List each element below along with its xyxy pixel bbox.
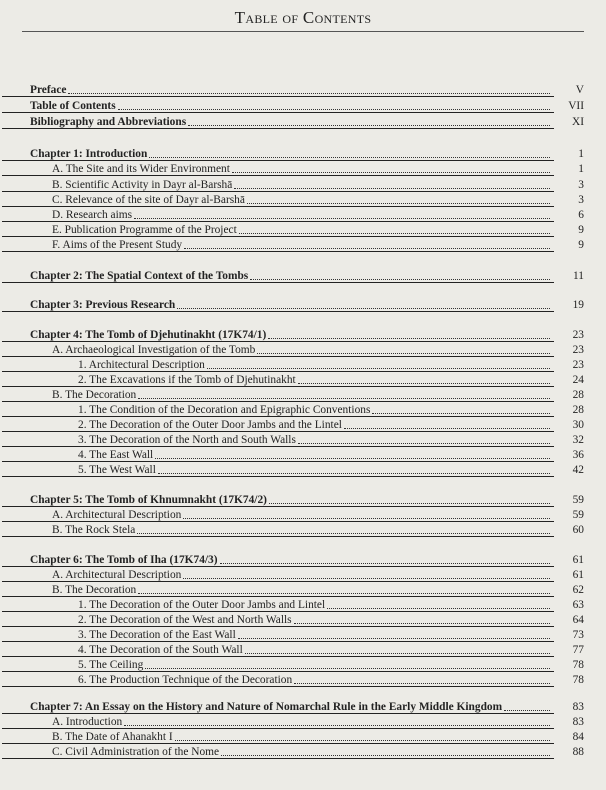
toc-entry [30,342,584,357]
toc-entry [30,432,584,447]
toc-entry-page: 3 [578,194,584,206]
toc-entry-title: Bibliography and Abbreviations [30,116,187,128]
dot-leader [232,172,550,173]
toc-entry-page: XI [571,116,584,128]
toc-entry [30,192,584,207]
toc-entry-page: 62 [572,584,584,596]
entry-rule [2,536,554,537]
toc-entry-title: C. Civil Administration of the Nome [52,746,220,758]
dot-leader [188,125,550,126]
toc-entry-page: 3 [578,179,584,191]
toc-entry [30,612,584,627]
entry-rule [2,128,554,129]
toc-entry-page: 88 [572,746,584,758]
toc-entry-page: 59 [572,509,584,521]
dot-leader [245,653,550,654]
toc-entry [30,387,584,402]
toc-entry [30,447,584,462]
header-rule [22,31,584,32]
toc-entry-title: Table of Contents [30,100,116,112]
toc-entry-title: Chapter 2: The Spatial Context of the Tombs [30,270,249,282]
toc-entry-page: 28 [572,389,584,401]
toc-entry [30,657,584,672]
entry-rule [2,175,554,176]
toc-entry-title: 3. The Decoration of the East Wall [78,629,236,641]
toc-entry-title: 6. The Production Technique of the Decoration [78,674,293,686]
toc-entry [30,507,584,522]
toc-entry-page: 1 [578,148,584,160]
toc-entry-page: V [575,84,584,96]
dot-leader [137,533,550,534]
toc-entry-page: 6 [578,209,584,221]
toc-entry-page: 63 [572,599,584,611]
dot-leader [155,458,550,459]
toc-entry [30,372,584,387]
dot-leader [247,203,550,204]
toc-entry [30,714,584,729]
page-title: Table of Contents [234,8,372,27]
dot-leader [134,218,550,219]
toc-entry-page: 9 [578,224,584,236]
dot-leader [234,188,550,189]
dot-leader [250,279,550,280]
toc-entry [30,417,584,432]
toc-entry-page: 64 [572,614,584,626]
toc-entry [30,207,584,222]
toc-entry [30,597,584,612]
toc-entry-page: 11 [573,270,584,282]
toc-entry-page: 83 [572,716,584,728]
toc-entry-page: 60 [572,524,584,536]
dot-leader [344,428,550,429]
dot-leader [238,638,550,639]
toc-entry [30,237,584,252]
toc-entry-page: 78 [572,674,584,686]
toc-entry-title: 5. The West Wall [78,464,156,476]
toc-entry [30,672,584,687]
toc-entry [30,744,584,759]
toc-entry-page: 42 [572,464,584,476]
toc-entry-page: 61 [572,554,584,566]
toc-entry [30,114,584,129]
toc-entry [30,82,584,97]
toc-entry-title: 1. The Decoration of the Outer Door Jambs and Lintel [78,599,326,611]
toc-entry [30,222,584,237]
toc-entry-title: Chapter 5: The Tomb of Khnumnakht (17K74/2) [30,494,267,506]
toc-entry-title: Chapter 4: The Tomb of Djehutinakht (17K74/1) [30,329,267,341]
dot-leader [257,353,550,354]
dot-leader [158,473,550,474]
dot-leader [327,608,550,609]
toc-entry-title: 2. The Decoration of the West and North Walls [78,614,292,626]
dot-leader [184,248,550,249]
toc-entry-title: A. Archaeological Investigation of the Tomb [52,344,256,356]
dot-leader [138,398,550,399]
toc-entry-title: 4. The Decoration of the South Wall [78,644,243,656]
toc-entry-page: 84 [572,731,584,743]
dot-leader [149,157,550,158]
toc-entry [30,627,584,642]
toc-entry-title: A. Architectural Description [52,509,182,521]
toc-entry-page: 30 [572,419,584,431]
toc-entry [30,552,584,567]
toc-entry-title: 2. The Decoration of the Outer Door Jambs and the Lintel [78,419,342,431]
toc-entry-page: 73 [572,629,584,641]
toc-entry-page: 61 [572,569,584,581]
dot-leader [145,668,550,669]
toc-entry-page: VII [568,100,584,112]
toc-entry [30,268,584,283]
toc-entry-page: 83 [572,701,584,713]
toc-entry-page: 59 [572,494,584,506]
toc-entry-page: 9 [578,239,584,251]
toc-entry [30,327,584,342]
entry-rule [2,251,554,252]
dot-leader [504,710,550,711]
toc-entry-title: C. Relevance of the site of Dayr al-Barshā [52,194,245,206]
toc-entry [30,522,584,537]
toc-entry-title: Chapter 1: Introduction [30,148,148,160]
toc-entry [30,642,584,657]
toc-entry-title: 4. The East Wall [78,449,154,461]
toc-entry-page: 28 [572,404,584,416]
toc-entry-page: 77 [572,644,584,656]
dot-leader [239,233,550,234]
toc-entry-title: E. Publication Programme of the Project [52,224,237,236]
toc-entry-title: Chapter 6: The Tomb of Iha (17K74/3) [30,554,218,566]
dot-leader [372,413,550,414]
toc-entry-title: A. The Site and its Wider Environment [52,163,230,175]
dot-leader [298,383,550,384]
dot-leader [124,725,550,726]
toc-entry [30,582,584,597]
dot-leader [118,109,550,110]
toc-entry [30,161,584,176]
toc-entry-page: 36 [572,449,584,461]
toc-entry-page: 23 [572,344,584,356]
toc-entry [30,402,584,417]
dot-leader [177,308,550,309]
toc-entry [30,297,584,312]
toc-entry-title: A. Architectural Description [52,569,182,581]
toc-entry [30,567,584,582]
dot-leader [294,683,550,684]
toc-entry-title: Chapter 3: Previous Research [30,299,176,311]
dot-leader [183,578,550,579]
dot-leader [269,503,550,504]
toc-entry-title: D. Research aims [52,209,133,221]
dot-leader [138,593,550,594]
dot-leader [294,623,550,624]
dot-leader [220,563,550,564]
dot-leader [68,93,550,94]
entry-rule [2,686,554,687]
entry-rule [2,96,554,97]
toc-entry-title: A. Introduction [52,716,123,728]
toc-entry-page: 32 [572,434,584,446]
toc-entry [30,98,584,113]
toc-entry [30,492,584,507]
dot-leader [221,755,550,756]
toc-entry-page: 24 [572,374,584,386]
toc-entry-page: 78 [572,659,584,671]
toc-entry-title: 2. The Excavations if the Tomb of Djehutinakht [78,374,296,386]
toc-entry [30,699,584,714]
toc-entry-title: B. The Date of Ahanakht I [52,731,173,743]
toc-entry-title: 1. Architectural Description [78,359,205,371]
entry-rule [2,282,554,283]
toc-entry-title: Chapter 7: An Essay on the History and Nature of Nomarchal Rule in the Early Middle Kingdom [30,701,503,713]
entry-rule [2,311,554,312]
toc-entry-page: 23 [572,329,584,341]
toc-entry [30,729,584,744]
toc-entry [30,357,584,372]
toc-entry-title: B. The Decoration [52,389,137,401]
entry-rule [2,476,554,477]
dot-leader [268,338,550,339]
toc-entry-title: B. The Decoration [52,584,137,596]
toc-entry-title: 1. The Condition of the Decoration and Epigraphic Conventions [78,404,371,416]
dot-leader [183,518,550,519]
toc-entry-title: 3. The Decoration of the North and South Walls [78,434,296,446]
toc-entry-page: 19 [572,299,584,311]
toc-entry-title: B. Scientific Activity in Dayr al-Barshā [52,179,233,191]
toc-entry-title: B. The Rock Stela [52,524,136,536]
toc-entry-page: 23 [572,359,584,371]
entry-rule [2,758,554,759]
toc-entry-title: Preface [30,84,67,96]
toc-entry-title: 5. The Ceiling [78,659,144,671]
entry-rule [2,112,554,113]
dot-leader [175,740,550,741]
dot-leader [298,443,550,444]
toc-entry [30,462,584,477]
dot-leader [207,368,550,369]
toc-entry-title: F. Aims of the Present Study [52,239,183,251]
toc-entry [30,146,584,161]
toc-entry [30,177,584,192]
toc-entry-page: 1 [578,163,584,175]
